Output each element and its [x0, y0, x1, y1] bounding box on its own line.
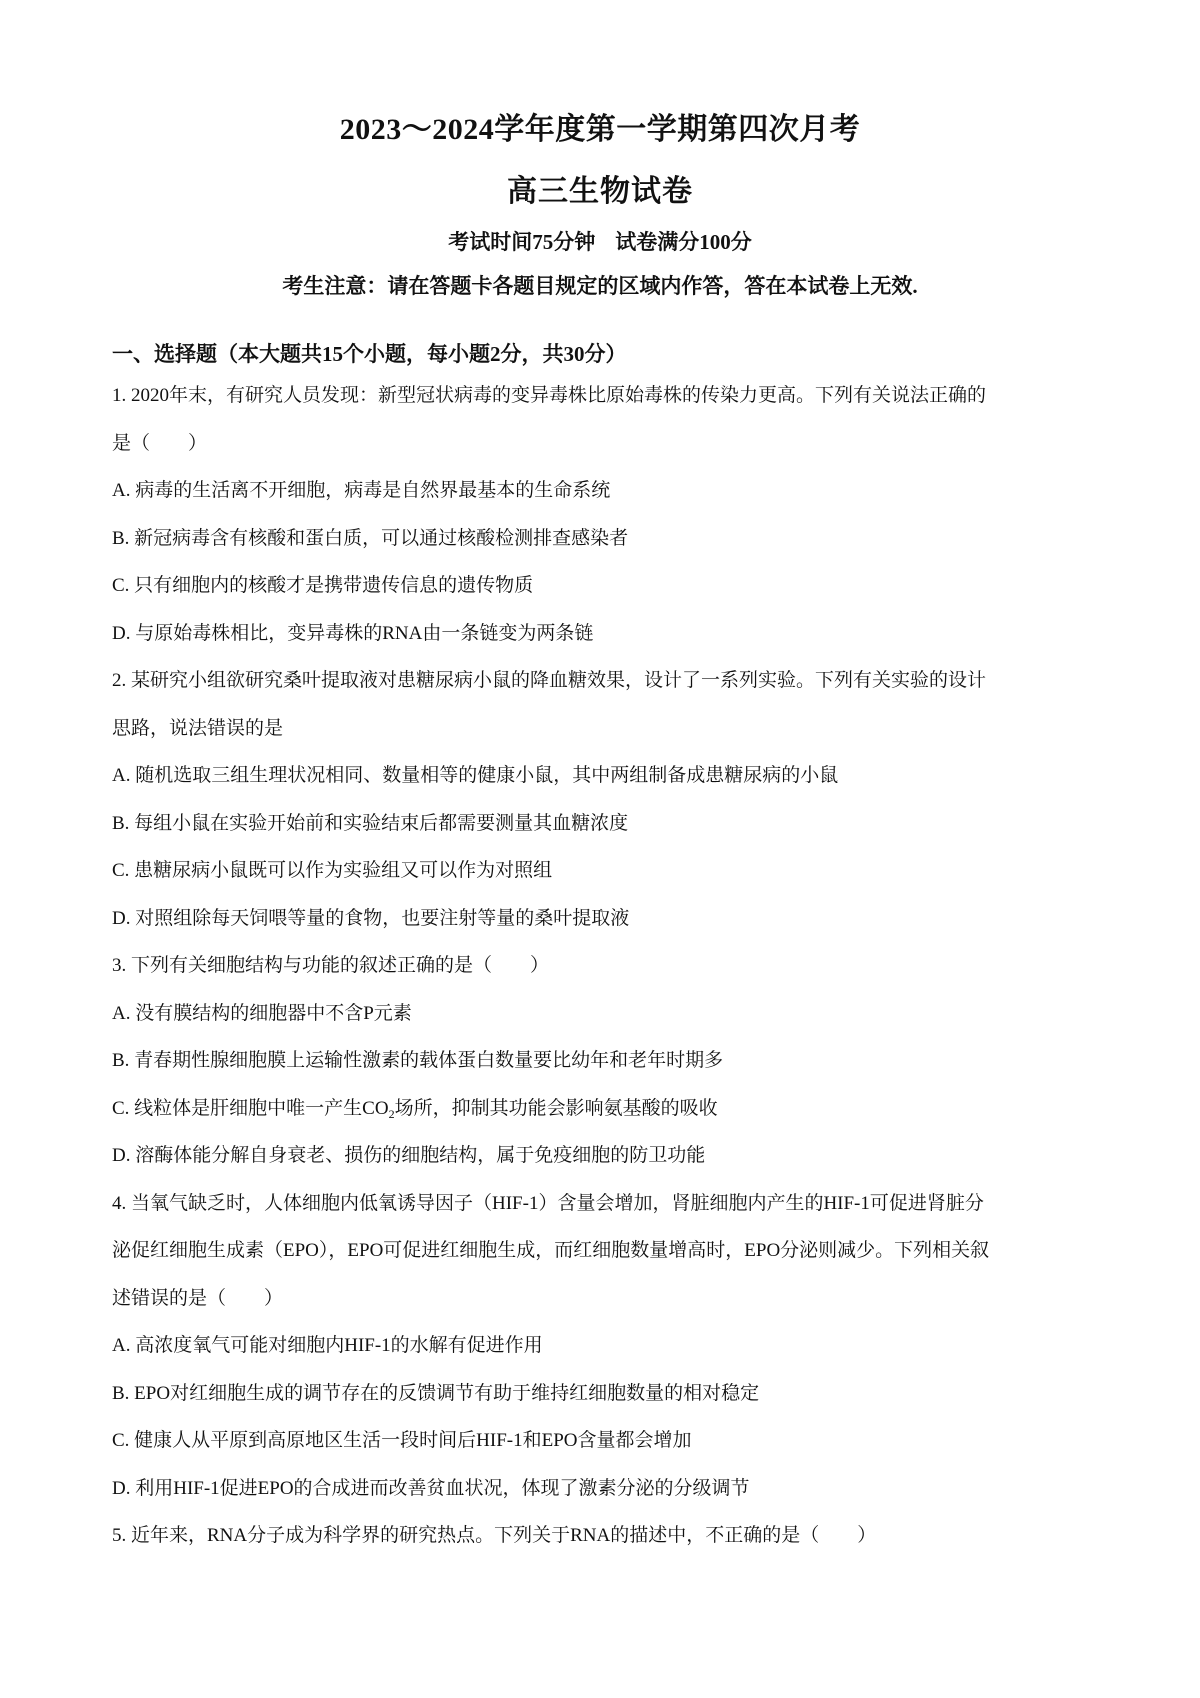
exam-notice: 考生注意：请在答题卡各题目规定的区域内作答，答在本试卷上无效. — [282, 274, 918, 298]
question-2-option-b: B. 每组小鼠在实验开始前和实验结束后都需要测量其血糖浓度 — [112, 812, 629, 834]
exam-subject-title: 高三生物试卷 — [507, 175, 693, 208]
question-2-option-c: C. 患糖尿病小鼠既可以作为实验组又可以作为对照组 — [112, 860, 553, 881]
question-3-option-d: D. 溶酶体能分解自身衰老、损伤的细胞结构，属于免疫细胞的防卫功能 — [112, 1145, 706, 1166]
question-1-option-c: C. 只有细胞内的核酸才是携带遗传信息的遗传物质 — [112, 575, 534, 596]
question-4-option-b: B. EPO对红细胞生成的调节存在的反馈调节有助于维持红细胞数量的相对稳定 — [112, 1382, 760, 1404]
option-c-text-after: 场所，抑制其功能会影响氨基酸的吸收 — [394, 1097, 718, 1119]
co2-subscript: 2 — [388, 1106, 395, 1121]
question-4-stem-line-3: 述错误的是（ ） — [112, 1287, 284, 1309]
question-4-option-a: A. 高浓度氧气可能对细胞内HIF-1的水解有促进作用 — [112, 1335, 543, 1356]
question-4-stem-line-2: 泌促红细胞生成素（EPO），EPO可促进红细胞生成，而红细胞数量增高时，EPO分泌则减少。下列相关叙 — [112, 1240, 990, 1261]
question-4-stem-line-1: 4. 当氧气缺乏时，人体细胞内低氧诱导因子（HIF-1）含量会增加，肾脏细胞内产生的HIF-1可促进肾脏分 — [112, 1192, 984, 1214]
exam-title: 2023～2024学年度第一学期第四次月考 — [339, 113, 861, 146]
question-1-option-b: B. 新冠病毒含有核酸和蛋白质，可以通过核酸检测排查感染者 — [112, 527, 629, 549]
question-1-stem-line-2: 是（ ） — [112, 432, 208, 454]
question-5-stem: 5. 近年来，RNA分子成为科学界的研究热点。下列关于RNA的描述中，不正确的是（ ） — [112, 1525, 877, 1546]
question-3-stem: 3. 下列有关细胞结构与功能的叙述正确的是（ ） — [112, 955, 550, 976]
question-4-option-c: C. 健康人从平原到高原地区生活一段时间后HIF-1和EPO含量都会增加 — [112, 1430, 692, 1451]
question-2-option-d: D. 对照组除每天饲喂等量的食物，也要注射等量的桑叶提取液 — [112, 907, 630, 929]
exam-time: 考试时间75分钟 — [448, 230, 596, 254]
question-1-option-d: D. 与原始毒株相比，变异毒株的RNA由一条链变为两条链 — [112, 622, 594, 644]
section-heading: 一、选择题（本大题共15个小题，每小题2分，共30分） — [112, 342, 627, 366]
option-c-text-before: C. 线粒体是肝细胞中唯一产生CO — [112, 1097, 389, 1119]
question-3-option-c — [112, 1097, 1098, 1145]
question-3-option-b: B. 青春期性腺细胞膜上运输性激素的载体蛋白数量要比幼年和老年时期多 — [112, 1050, 724, 1071]
question-2-stem-line-1: 2. 某研究小组欲研究桑叶提取液对患糖尿病小鼠的降血糖效果，设计了一系列实验。下列有关实验的设计 — [112, 670, 987, 691]
question-2-stem-line-2: 思路，说法错误的是 — [112, 717, 284, 739]
full-score: 试卷满分100分 — [615, 230, 752, 254]
exam-info — [0, 226, 1200, 256]
question-1-option-a: A. 病毒的生活离不开细胞，病毒是自然界最基本的生命系统 — [112, 480, 611, 501]
question-list — [112, 384, 1098, 1572]
question-1-stem-line-1: 1. 2020年末，有研究人员发现：新型冠状病毒的变异毒株比原始毒株的传染力更高。下列有关说法正确的 — [112, 385, 987, 406]
question-3-option-a: A. 没有膜结构的细胞器中不含P元素 — [112, 1002, 412, 1024]
question-2-option-a: A. 随机选取三组生理状况相同、数量相等的健康小鼠，其中两组制备成患糖尿病的小鼠 — [112, 765, 839, 786]
question-4-option-d: D. 利用HIF-1促进EPO的合成进而改善贫血状况，体现了激素分泌的分级调节 — [112, 1477, 750, 1499]
